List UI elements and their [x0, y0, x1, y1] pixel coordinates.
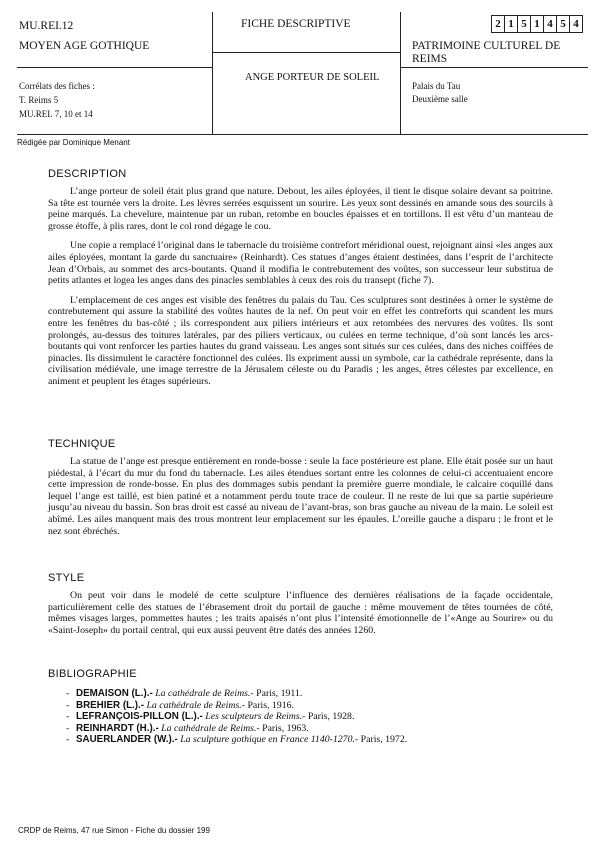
location-line-1: Palais du Tau: [412, 81, 461, 91]
section-style: [48, 572, 553, 644]
paragraph: La statue de l’ange est presque entièrement en ronde-bosse : seule la face postérieure est plane. Elle était posée sur un haut piédestal, à l’écart du mur du fond du tabernacle. Les ailes étendues sortant entre les colonnes de celui-ci accentuaient encore cette impression de ronde-bosse. En plus des dommages subis pendant la première guerre mondiale, le calcaire coquillé dans lequel l’ange est taillé, est bien patiné et a notamment perdu toute trace de couleur. Il ne reste de lui que sa partie supérieure jusqu’au niveau du bassin. Son bras droit est cassé au niveau de l’avant-bras, son bras gauche au niveau de la main. Le soleil est abîmé. Les ailes manquent mais des trous montrent leur emplacement sur les épaules. L’oreille gauche a disparu ; le front et le nez sont ébréchés.: [48, 456, 553, 537]
ref-code: MU.REI.12: [19, 20, 74, 32]
section-description: [48, 168, 553, 396]
page-footer: CRDP de Reims, 47 rue Simon - Fiche du dossier 199: [18, 826, 210, 835]
bibliography-item: - BREHIER (L.).- La cathédrale de Reims.- Paris, 1916.: [66, 700, 553, 712]
bibliography-list: [66, 688, 553, 746]
section-title: DESCRIPTION: [48, 168, 127, 180]
section-title: BIBLIOGRAPHIE: [48, 668, 137, 680]
subject-title: ANGE PORTEUR DE SOLEIL: [245, 72, 380, 83]
code-digit: 1: [530, 15, 543, 33]
bibliography-item: - DEMAISON (L.).- La cathédrale de Reims.- Paris, 1911.: [66, 688, 553, 700]
section-title: TECHNIQUE: [48, 438, 116, 450]
bibliography-item: - LEFRANÇOIS-PILLON (L.).- Les sculpteurs de Reims.- Paris, 1928.: [66, 711, 553, 723]
header-grid: [17, 12, 588, 134]
bibliography-item: - REINHARDT (H.).- La cathédrale de Reims.- Paris, 1963.: [66, 723, 553, 735]
paragraph: L’ange porteur de soleil était plus grand que nature. Debout, les ailes éployées, il tient le disque solaire devant sa poitrine. Sa tête est tournée vers la droite. Les lèvres serrées esquissent un sourire. Les yeux sont dessinés en amande sous des sourcils à peine marqués. La chevelure, maintenue par un ruban, retombe en boucles épaisses et en tortillons. Il est vêtu d’un manteau de grosse étoffe, à plis rares, dont le col rond dégage le cou.: [48, 186, 553, 232]
section-technique: [48, 438, 553, 545]
author-credit: Rédigée par Dominique Menant: [17, 138, 130, 147]
heritage-line-1: PATRIMOINE CULTUREL DE: [412, 40, 561, 52]
section-title: STYLE: [48, 572, 85, 584]
bibliography-item: - SAUERLANDER (W.).- La sculpture gothique en France 1140-1270.- Paris, 1972.: [66, 734, 553, 746]
heritage-line-2: REIMS: [412, 53, 448, 65]
paragraph: L’emplacement de ces anges est visible des fenêtres du palais du Tau. Ces sculptures sont destinées à orner le système de contrebutement qui assure la stabilité des voûtes hautes de la nef. On peut voir en effet les contreforts qui scandent les murs entre les fenêtres du bas-côté ; ils correspondent aux piliers intérieurs et aux retombées des nervures des voûtes. Ils sont prolongés, au-dessus des toitures latérales, par des piliers verticaux, ou culées en terme technique, d’où sont lancés les arcs-boutants qui vont renforcer les parties hautes du grand vaisseau. Les anges sont situés sur ces culées, dans des niches coiffées de pinacles. Ils dissimulent le caractère fonctionnel des culées. Ils expriment aussi un symbole, car la cathédrale représente, dans la civilisation médiévale, une image terrestre de la Jérusalem céleste ou du Paradis ; les anges, êtres célestes par excellence, en animent et peuplent les étages supérieurs.: [48, 294, 553, 387]
code-digit: 4: [569, 15, 583, 33]
correlate-1: T. Reims 5: [19, 95, 59, 105]
paragraph: Une copie a remplacé l’original dans le tabernacle du troisième contrefort méridional ouest, rejoignant ainsi «les anges aux ailes éployées, montant la garde du sanctuaire» (Reinhardt). Ces statues d’anges étaient destinées, dans l’esprit de l’architecte Jean d’Orbais, au sommet des arcs-boutants. Quand il modifia le contrebutement des voûtes, son successeur leur substitua de petits atlantes et logea les anges dans des pinacles semblables à ceux des rois du transept (fiche 7).: [48, 240, 553, 287]
code-boxes: [491, 15, 583, 33]
header-divider: [17, 134, 588, 135]
section-bibliography: [48, 668, 553, 746]
code-digit: 5: [556, 15, 569, 33]
sheet-type: FICHE DESCRIPTIVE: [241, 18, 351, 30]
paragraph: On peut voir dans le modelé de cette sculpture l’influence des dernières réalisations de la façade occidentale, particulièrement celle des statues de l’ébrasement droit du portail de gauche : même mouvement de têtes tournées de côté, mêmes visages larges, pommettes hautes ; les traits apaisés n’ont plus l’intensité émotionnelle de l’«Ange au Sourire» ou du «Saint-Joseph» du portail central, qui eux aussi peuvent être datés des années 1260.: [48, 590, 553, 636]
code-digit: 4: [543, 15, 556, 33]
period-label: MOYEN AGE GOTHIQUE: [19, 40, 150, 52]
code-digit: 1: [504, 15, 517, 33]
correlate-2: MU.REI. 7, 10 et 14: [19, 109, 93, 119]
code-digit: 2: [491, 15, 504, 33]
code-digit: 5: [517, 15, 530, 33]
location-line-2: Deuxième salle: [412, 94, 468, 104]
correlates-label: Corrélats des fiches :: [19, 81, 95, 91]
